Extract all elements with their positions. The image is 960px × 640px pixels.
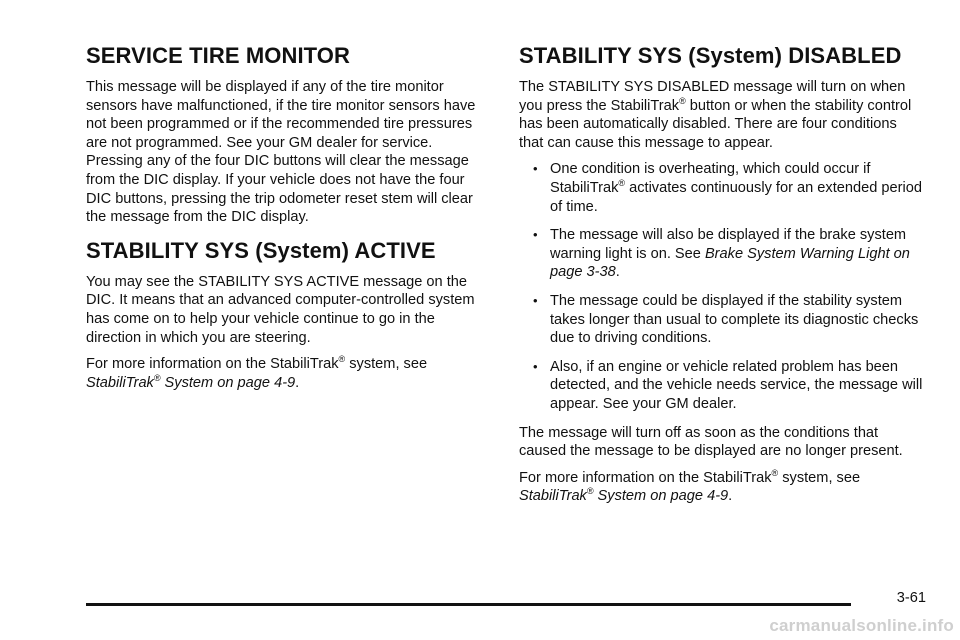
- text-segment: button or when the stability control has been automatically disabled. There are four conditions that can cause this message to appear.: [519, 97, 912, 151]
- text-segment: The message will also be displayed if the brake system warning light is on. See: [550, 227, 907, 262]
- bullet-icon: •: [533, 358, 538, 374]
- heading-service-tire-monitor: SERVICE TIRE MONITOR: [86, 43, 351, 68]
- list-item: [519, 226, 925, 282]
- bullet-icon: •: [533, 227, 538, 243]
- text-segment: .: [728, 488, 733, 505]
- text-segment: system, see: [345, 356, 428, 373]
- cross-reference-link[interactable]: Brake System Warning Light on page 3-38: [550, 245, 910, 281]
- paragraph-stability-sys-active: You may see the STABILITY SYS ACTIVE message on the DIC. It means that an advanced computer-controlled system has come on to help your vehicle continue to go in the direction in which you are steering.: [86, 273, 475, 346]
- text-segment: For more information on the StabiliTrak: [86, 356, 339, 373]
- paragraph-more-info-left: [86, 355, 490, 392]
- text-segment: The message could be displayed if the stability system takes longer than usual to complete its diagnostic checks due to driving conditions.: [550, 292, 919, 347]
- heading-stability-sys-active: STABILITY SYS (System) ACTIVE: [86, 237, 436, 263]
- left-column: [86, 42, 490, 400]
- list-item: [519, 292, 925, 348]
- bullet-icon: •: [533, 292, 538, 308]
- heading-stability-sys-disabled: STABILITY SYS (System) DISABLED: [519, 43, 902, 68]
- paragraph-stability-sys-disabled: [519, 78, 925, 152]
- text-segment: Also, if an engine or vehicle related problem has been detected, and the vehicle needs service, the message will appear. See your GM dealer.: [550, 358, 923, 412]
- watermark: carmanualsonline.info: [769, 616, 954, 635]
- list-item: [519, 160, 925, 216]
- text-segment: The STABILITY SYS DISABLED message will turn on when you press the StabiliTrak: [519, 79, 906, 114]
- registered-mark: ®: [586, 486, 594, 497]
- text-segment: .: [295, 374, 300, 391]
- registered-mark: ®: [771, 467, 779, 478]
- text-segment: activates continuously for an extended period of time.: [550, 179, 922, 215]
- right-column: [519, 42, 925, 514]
- list-item: [519, 358, 925, 414]
- page-number: 3-61: [896, 590, 926, 606]
- registered-mark: ®: [679, 95, 686, 106]
- text-segment: system, see: [778, 469, 861, 486]
- footer-rule: [86, 603, 851, 606]
- registered-mark: ®: [618, 177, 626, 188]
- registered-mark: ®: [153, 372, 161, 383]
- conditions-list: [519, 160, 925, 413]
- paragraph-service-tire-monitor: This message will be displayed if any of the tire monitor sensors have malfunctioned, if the tire monitor sensors have not been programmed or if the recommended tire pressures are not programmed. See your GM dealer for service. Pressing any of the four DIC buttons will clear the message from the DIC display. If your vehicle does not have the four DIC buttons, pressing the trip odometer reset stem will clear the message from the DIC display.: [86, 79, 476, 226]
- text-segment: One condition is overheating, which could occur if StabiliTrak: [550, 161, 871, 196]
- cross-reference-link[interactable]: StabiliTrak® System on page 4-9: [86, 372, 296, 391]
- text-segment: .: [615, 264, 620, 281]
- paragraph-more-info-right: [519, 469, 925, 506]
- text-segment: For more information on the StabiliTrak: [519, 469, 772, 486]
- cross-reference-link[interactable]: StabiliTrak® System on page 4-9: [519, 486, 729, 505]
- registered-mark: ®: [338, 354, 346, 365]
- bullet-icon: •: [533, 161, 538, 177]
- paragraph-turn-off: The message will turn off as soon as the conditions that caused the message to be displayed are no longer present.: [519, 424, 903, 460]
